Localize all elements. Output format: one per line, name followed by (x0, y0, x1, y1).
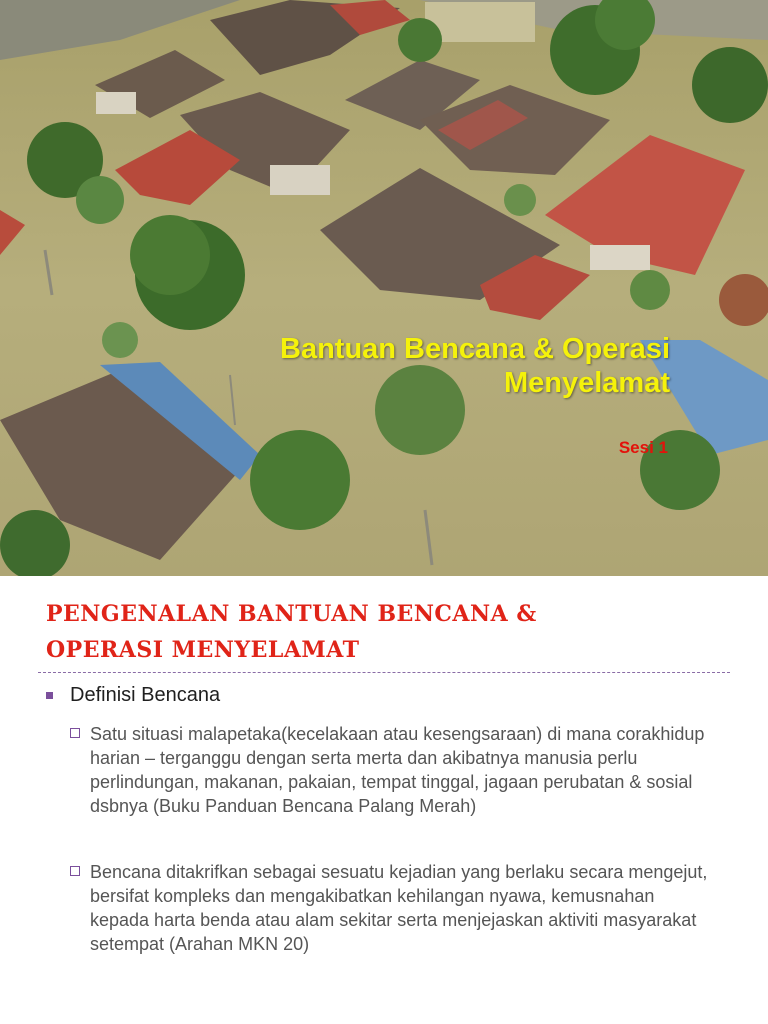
heading-divider (38, 672, 730, 673)
slide-title (120, 332, 670, 400)
square-bullet-icon (46, 692, 53, 699)
content-slide (0, 576, 768, 1024)
sub-bullet-item (70, 860, 710, 956)
sub-bullet-text: Satu situasi malapetaka(kecelakaan atau kesengsaraan) di mana corakhidup harian – terganggu dengan serta merta dan akibatnya manusia perlu perlindungan, makanan, pakaian, tempat tinggal, jagaan perubatan & sosial dsbnya (Buku Panduan Bencana Palang Merah) (90, 724, 705, 816)
slide-title-line-2: Menyelamat (503, 367, 670, 399)
bullet-item (46, 684, 220, 707)
hollow-square-bullet-icon (70, 866, 80, 876)
session-label: Sesi 1 (618, 438, 668, 457)
hollow-square-bullet-icon (70, 728, 80, 738)
sub-bullet-text: Bencana ditakrifkan sebagai sesuatu kejadian yang berlaku secara mengejut, bersifat kompleks dan mengakibatkan kehilangan nyawa, kemusnahan kepada harta benda atau alam sekitar serta menjejaskan aktiviti masyarakat setempat (Arahan MKN 20) (90, 862, 708, 954)
slide-heading-line-1: PENGENALAN BANTUAN BENCANA & (46, 601, 537, 627)
slide-heading-line-2: OPERASI MENYELAMAT (46, 637, 360, 663)
slide-title-line-1: Bantuan Bencana & Operasi (280, 333, 670, 365)
slide-heading (46, 596, 736, 668)
sub-bullet-item (70, 722, 710, 818)
bullet-text: Definisi Bencana (70, 684, 221, 706)
